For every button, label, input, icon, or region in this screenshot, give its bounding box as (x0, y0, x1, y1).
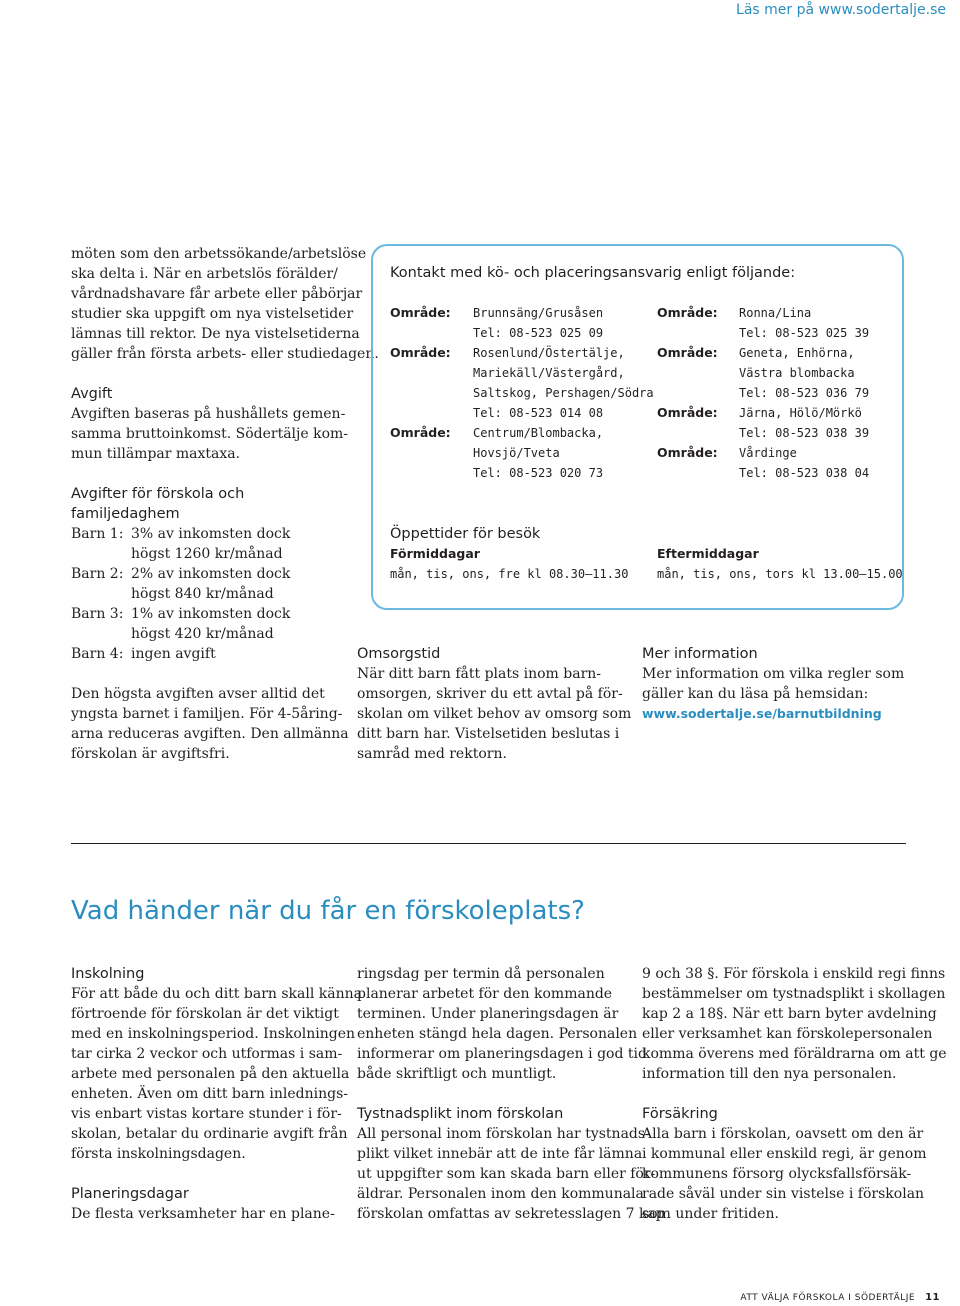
morning-label: Förmiddagar (390, 546, 480, 561)
inskolning-line: vis enbart vistas kortare stunder i för- (71, 1106, 342, 1122)
care-time-line: När ditt barn fått plats inom barn- (357, 666, 602, 682)
more-info-heading: Mer information (642, 646, 758, 662)
care-time-line: samråd med rektorn. (357, 746, 507, 762)
secrecy-line: förskolan omfattas av sekretesslagen 7 kap (357, 1206, 665, 1222)
care-time-line: skolan om vilket behov av omsorg som (357, 706, 632, 722)
fee-section (71, 384, 351, 464)
footer-label: ATT VÄLJA FÖRSKOLA I SÖDERTÄLJE (740, 1293, 916, 1303)
planning-line: ringsdag per termin då personalen (357, 966, 605, 982)
area-label: Område: (657, 305, 718, 320)
area-label: Område: (657, 445, 718, 460)
contact-right-line: Vårdinge (739, 446, 797, 460)
fee-row (71, 584, 351, 604)
contact-right-line: Tel: 08-523 025 39 (739, 326, 870, 340)
care-time-line: ditt barn har. Vistelsetiden beslutas i (357, 726, 620, 742)
area-label: Område: (657, 405, 718, 420)
inskolning-line: För att både du och ditt barn skall känna (71, 986, 362, 1002)
section-title: Vad händer när du får en förskoleplats? (71, 896, 585, 926)
planning-line: planerar arbetet för den kommande (357, 986, 613, 1002)
secrecy-line: All personal inom förskolan har tystnads- (357, 1126, 650, 1142)
inskolning-line: första inskolningsdagen. (71, 1146, 246, 1162)
planning-line: De flesta verksamheter har en plane- (71, 1206, 335, 1222)
afternoon-label: Eftermiddagar (657, 546, 759, 561)
contact-left-line: Hovsjö/Tveta (473, 446, 560, 460)
contact-right-line: Geneta, Enhörna, (739, 346, 855, 360)
fee-line: mun tillämpar maxtaxa. (71, 446, 241, 462)
fee-row-value: 3% av inkomsten dock (131, 526, 291, 542)
fee-row (71, 524, 351, 544)
fee-row-value: högst 840 kr/månad (131, 586, 274, 602)
inskolning-line: med en inskolningsperiod. Inskolningen (71, 1026, 356, 1042)
fee-row (71, 624, 351, 644)
care-time-line: omsorgen, skriver du ett avtal på för- (357, 686, 623, 702)
fee-row (71, 544, 351, 564)
fee-row-label: Barn 4: (71, 646, 124, 662)
area-label: Område: (390, 345, 451, 360)
bottom-column-2 (357, 964, 665, 1224)
secrecy-line: plikt vilket innebär att de inte får lämna (357, 1146, 643, 1162)
secrecy-line: äldrar. Personalen inom den kommunala (357, 1186, 644, 1202)
fee-row-value: högst 420 kr/månad (131, 626, 274, 642)
fee-row-value: 1% av inkomsten dock (131, 606, 291, 622)
contact-left-line: Tel: 08-523 025 09 (473, 326, 604, 340)
intro-line: studier ska uppgift om nya vistelsetider (71, 306, 354, 322)
intro-line: lämnas till rektor. De nya vistelsetiderna (71, 326, 360, 342)
fee-row (71, 644, 351, 664)
inskolning-line: arbete med personalen på den aktuella (71, 1066, 350, 1082)
secrecy-line: 9 och 38 §. För förskola i enskild regi finns (642, 966, 946, 982)
fee-note-line: yngsta barnet i familjen. För 4-5åring- (71, 706, 343, 722)
contact-right-line: Tel: 08-523 036 79 (739, 386, 870, 400)
care-time-section (357, 644, 632, 764)
planning-heading: Planeringsdagar (71, 1186, 189, 1202)
contact-right-line: Ronna/Lina (739, 306, 812, 320)
more-info-section (642, 644, 912, 724)
area-label: Område: (390, 305, 451, 320)
contact-left-line: Tel: 08-523 014 08 (473, 406, 604, 420)
fee-line: samma bruttoinkomst. Södertälje kom- (71, 426, 349, 442)
inskolning-line: tar cirka 2 veckor och utformas i sam- (71, 1046, 343, 1062)
contact-left-line: Mariekäll/Västergård, (473, 366, 625, 380)
inskolning-line: skolan, betalar du ordinarie avgift från (71, 1126, 348, 1142)
fee-row-label: Barn 3: (71, 606, 124, 622)
secrecy-heading: Tystnadsplikt inom förskolan (357, 1106, 564, 1122)
inskolning-line: förtroende för förskolan är det viktigt (71, 1006, 339, 1022)
fee-row-value: högst 1260 kr/månad (131, 546, 283, 562)
insurance-line: i kommunal eller enskild regi, är genom (642, 1146, 927, 1162)
fee-row-label: Barn 1: (71, 526, 124, 542)
area-label: Område: (390, 425, 451, 440)
fee-heading: Avgift (71, 386, 113, 402)
care-time-heading: Omsorgstid (357, 646, 441, 662)
secrecy-line: kap 2 a 18§. När ett barn byter avdelning (642, 1006, 937, 1022)
fee-row (71, 604, 351, 624)
fee-row (71, 564, 351, 584)
area-label: Område: (657, 345, 718, 360)
inskolning-line: enheten. Även om ditt barn inlednings- (71, 1086, 349, 1102)
secrecy-line: ut uppgifter som kan skada barn eller för- (357, 1166, 656, 1182)
secrecy-line: bestämmelser om tystnadsplikt i skollagen (642, 986, 946, 1002)
intro-text (71, 244, 379, 364)
preschool-fees-section (71, 484, 351, 764)
section-divider (71, 843, 906, 844)
more-info-link[interactable]: www.sodertalje.se/barnutbildning (642, 706, 882, 721)
more-info-line: Mer information om vilka regler som (642, 666, 905, 682)
intro-line: gäller från första arbets- eller studiedagen. (71, 346, 379, 362)
planning-line: både skriftligt och muntligt. (357, 1066, 557, 1082)
fee-line: Avgiften baseras på hushållets gemen- (71, 406, 346, 422)
contact-right-line: Tel: 08-523 038 39 (739, 426, 870, 440)
contact-right-line: Järna, Hölö/Mörkö (739, 406, 862, 420)
page-number: 11 (925, 1292, 940, 1303)
intro-line: möten som den arbetssökande/arbetslöse (71, 246, 367, 262)
more-info-line: gäller kan du läsa på hemsidan: (642, 686, 869, 702)
morning-hours: mån, tis, ons, fre kl 08.30–11.30 (390, 567, 629, 581)
fee-row-value: 2% av inkomsten dock (131, 566, 291, 582)
read-more-link[interactable]: Läs mer på www.sodertalje.se (736, 2, 946, 18)
fee-row-value: ingen avgift (131, 646, 216, 662)
intro-line: ska delta i. När en arbetslös förälder/ (71, 266, 338, 282)
contact-left-column (473, 303, 654, 483)
contact-right-column (739, 303, 869, 483)
contact-left-line: Tel: 08-523 020 73 (473, 466, 604, 480)
secrecy-line: information till den nya personalen. (642, 1066, 897, 1082)
fee-row-label: Barn 2: (71, 566, 124, 582)
fee-note-line: Den högsta avgiften avser alltid det (71, 686, 325, 702)
contact-right-line: Västra blombacka (739, 366, 855, 380)
preschool-fees-heading: familjedaghem (71, 506, 180, 522)
contact-left-line: Rosenlund/Östertälje, (473, 346, 625, 360)
intro-line: vårdnadshavare får arbete eller påbörjar (71, 286, 363, 302)
fee-note-line: förskolan är avgiftsfri. (71, 746, 230, 762)
insurance-line: som under fritiden. (642, 1206, 779, 1222)
contact-heading: Kontakt med kö- och placeringsansvarig enligt följande: (390, 265, 796, 281)
bottom-column-3 (642, 964, 947, 1224)
secrecy-line: komma överens med föräldrarna om att ge (642, 1046, 947, 1062)
contact-right-line: Tel: 08-523 038 04 (739, 466, 870, 480)
contact-left-line: Centrum/Blombacka, (473, 426, 604, 440)
afternoon-hours: mån, tis, ons, tors kl 13.00–15.00 (657, 567, 903, 581)
contact-left-line: Brunnsäng/Grusåsen (473, 306, 604, 320)
fee-table (71, 524, 351, 664)
page-footer (740, 1292, 940, 1304)
secrecy-line: eller verksamhet kan förskolepersonalen (642, 1026, 933, 1042)
planning-line: informerar om planeringsdagen i god tid (357, 1046, 647, 1062)
insurance-line: rade såväl under sin vistelse i förskolan (642, 1186, 925, 1202)
planning-line: terminen. Under planeringsdagen är (357, 1006, 619, 1022)
fee-note-line: arna reduceras avgiften. Den allmänna (71, 726, 349, 742)
contact-left-line: Saltskog, Pershagen/Södra (473, 386, 654, 400)
preschool-fees-heading: Avgifter för förskola och (71, 486, 245, 502)
bottom-column-1 (71, 964, 362, 1224)
insurance-heading: Försäkring (642, 1106, 718, 1122)
insurance-line: Alla barn i förskolan, oavsett om den är (642, 1126, 924, 1142)
inskolning-heading: Inskolning (71, 966, 145, 982)
opening-hours-heading: Öppettider för besök (390, 526, 541, 542)
insurance-line: kommunens försorg olycksfallsförsäk- (642, 1166, 912, 1182)
planning-line: enheten stängd hela dagen. Personalen (357, 1026, 638, 1042)
